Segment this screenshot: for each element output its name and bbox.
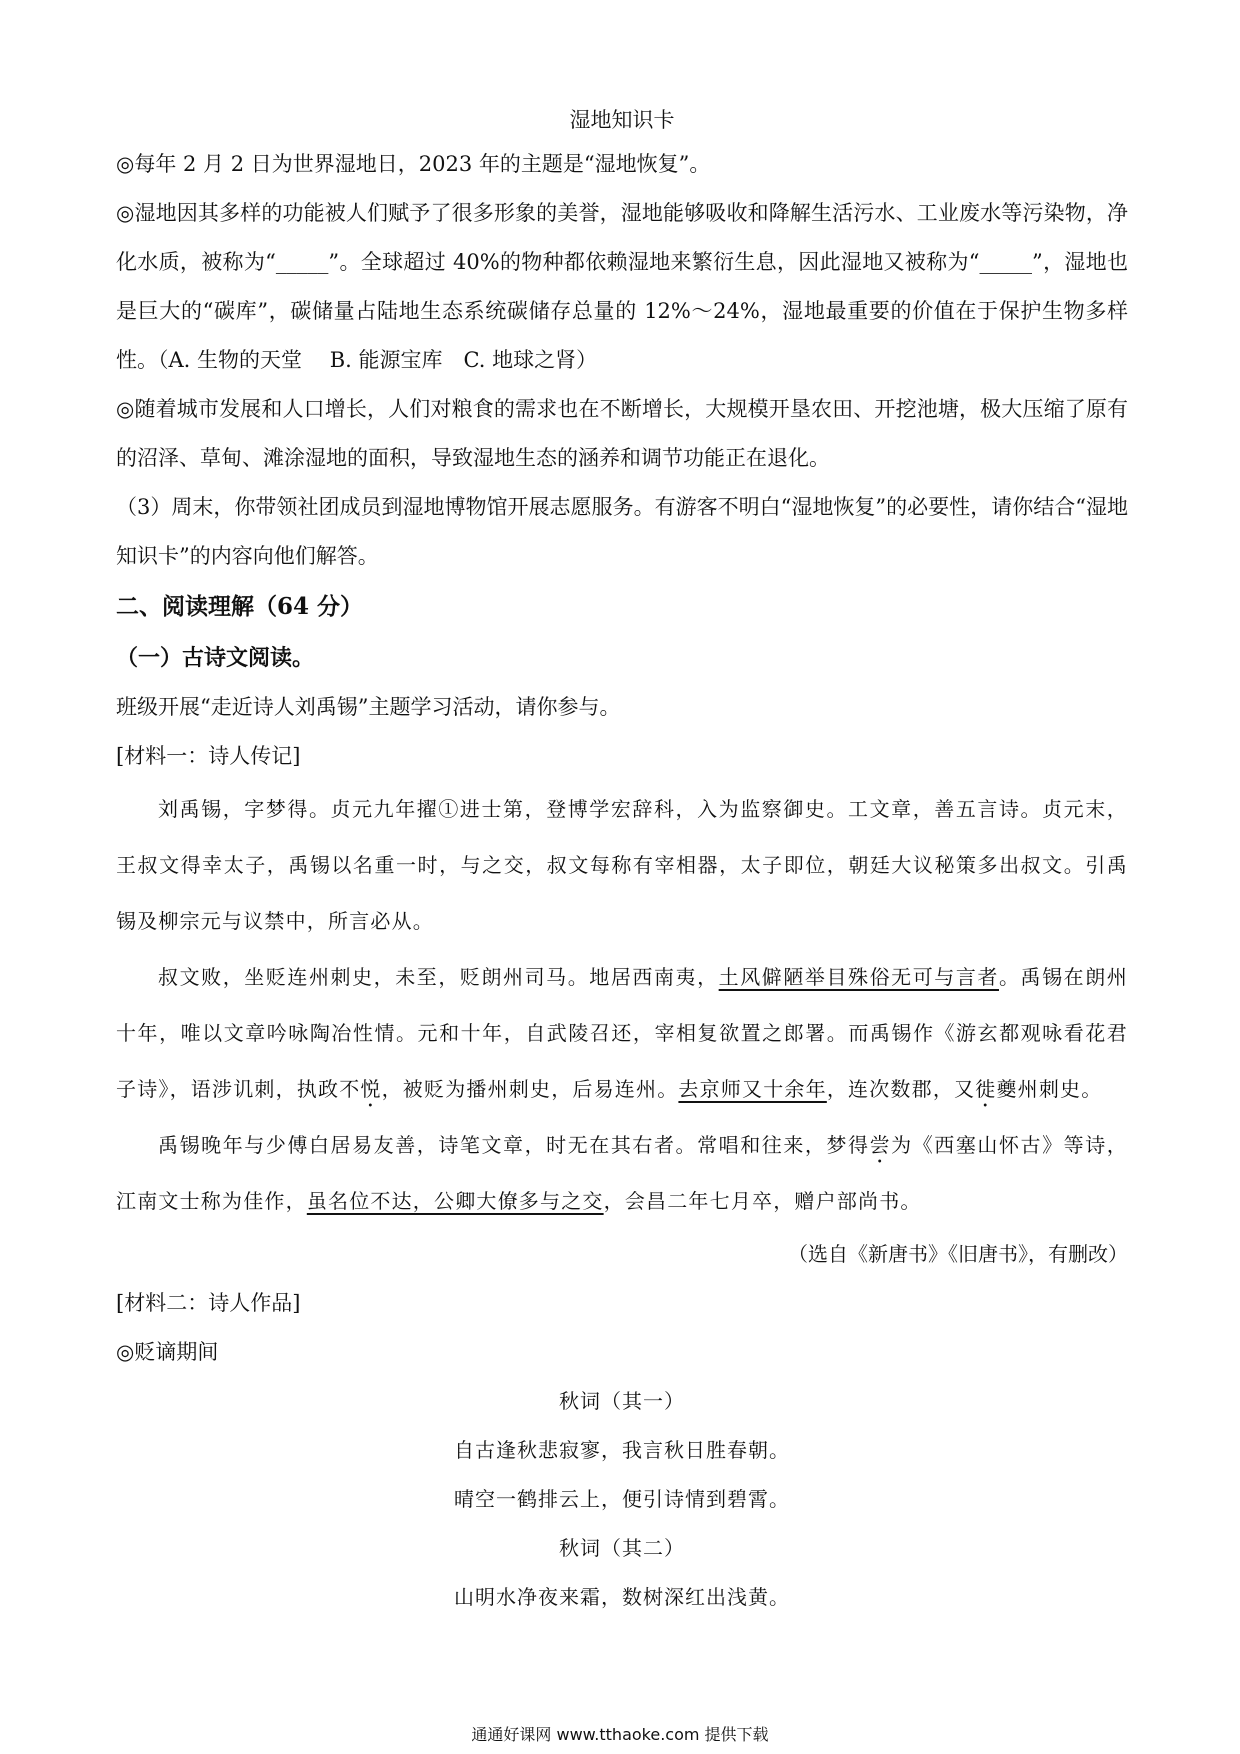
material-1-label: [材料一：诗人传记] bbox=[116, 744, 301, 768]
underlined-sentence: 土风僻陋举目殊俗无可与言者 bbox=[718, 965, 999, 989]
dotted-word: 徙 bbox=[975, 1077, 997, 1101]
material-1-paragraph-3 bbox=[116, 1117, 1128, 1229]
material-2-label: [材料二：诗人作品] bbox=[116, 1291, 301, 1315]
subsection-heading: （一）古诗文阅读。 bbox=[116, 645, 315, 671]
poem-2-line-1: 山明水净夜来霜，数树深红出浅黄。 bbox=[454, 1585, 790, 1609]
card-paragraph-1: ◎每年 2 月 2 日为世界湿地日，2023 年的主题是“湿地恢复”。 bbox=[116, 152, 711, 176]
material-1-paragraph-2 bbox=[116, 949, 1128, 1117]
text-run: 为《西塞山怀古》等诗，江南文士称为佳作， bbox=[116, 1133, 1129, 1213]
text-run: 夔州刺史。 bbox=[996, 1077, 1103, 1101]
poem-1-line-1: 自古逢秋悲寂寥，我言秋日胜春朝。 bbox=[454, 1438, 790, 1462]
card-paragraph-3: ◎随着城市发展和人口增长，人们对粮食的需求也在不断增长，大规模开垦农田、开挖池塘，极大压缩了原有的沼泽、草甸、滩涂湿地的面积，导致湿地生态的涵养和调节功能正在退化。 bbox=[116, 397, 1128, 470]
period-label: ◎贬谪期间 bbox=[116, 1340, 219, 1364]
material-1-paragraph-1: 刘禹锡，字梦得。贞元九年擢①进士第，登博学宏辞科，入为监察御史。工文章，善五言诗。贞元末，王叔文得幸太子，禹锡以名重一时，与之交，叔文每称有宰相器，太子即位，朝廷大议秘策多出叔文。引禹锡及柳宗元与议禁中，所言必从。 bbox=[116, 797, 1128, 933]
text-run: ，会昌二年七月卒，赠户部尚书。 bbox=[603, 1189, 922, 1213]
material-1-source: （选自《新唐书》《旧唐书》，有删改） bbox=[788, 1242, 1128, 1266]
text-run: ，被贬为播州刺史，后易连州。 bbox=[381, 1077, 679, 1101]
underlined-sentence: 去京师又十余年 bbox=[678, 1077, 827, 1101]
dotted-word: 悦 bbox=[360, 1077, 382, 1101]
dotted-word: 尝 bbox=[869, 1133, 892, 1157]
section-heading: 二、阅读理解（64 分） bbox=[116, 593, 364, 620]
card-title: 湿地知识卡 bbox=[569, 108, 675, 132]
poem-1-title: 秋词（其一） bbox=[559, 1389, 685, 1413]
activity-intro: 班级开展“走近诗人刘禹锡”主题学习活动，请你参与。 bbox=[116, 695, 621, 719]
poem-1-line-2: 晴空一鹤排云上，便引诗情到碧霄。 bbox=[454, 1487, 790, 1511]
text-run: 禹锡晚年与少傅白居易友善，诗笔文章，时无在其右者。常唱和往来，梦得 bbox=[158, 1133, 870, 1157]
card-paragraph-2: ◎湿地因其多样的功能被人们赋予了很多形象的美誉，湿地能够吸收和降解生活污水、工业废水等污染物，净化水质，被称为“_____”。全球超过 40%的物种都依赖湿地来繁衍生息，因此湿地又被称为“_____”，湿地也是巨大的“碳库”，碳储量占陆地生态系统碳储存总量的 12%～24%，湿地最重要的价值在于保护生物多样性。（A. 生物的天堂 B. 能源宝库 C. 地球之肾） bbox=[116, 201, 1128, 372]
text-run: 。禹锡在朗州十年，唯以文章吟咏陶冶性情。元和十年，自武陵召还，宰相复欲置之郎署。而禹锡作《游玄都观咏看花君子诗》，语涉讥刺，执政不 bbox=[116, 965, 1129, 1101]
underlined-sentence: 虽名位不达，公卿大僚多与之交 bbox=[306, 1189, 604, 1213]
question-3: （3）周末，你带领社团成员到湿地博物馆开展志愿服务。有游客不明白“湿地恢复”的必要性，请你结合“湿地知识卡”的内容向他们解答。 bbox=[116, 495, 1128, 568]
page-footer: 通通好课网 www.tthaoke.com 提供下载 bbox=[471, 1725, 769, 1744]
text-run: 叔文败，坐贬连州刺史，未至，贬朗州司马。地居西南夷， bbox=[158, 965, 719, 989]
poem-2-title: 秋词（其二） bbox=[559, 1536, 685, 1560]
text-run: ，连次数郡，又 bbox=[826, 1077, 976, 1101]
